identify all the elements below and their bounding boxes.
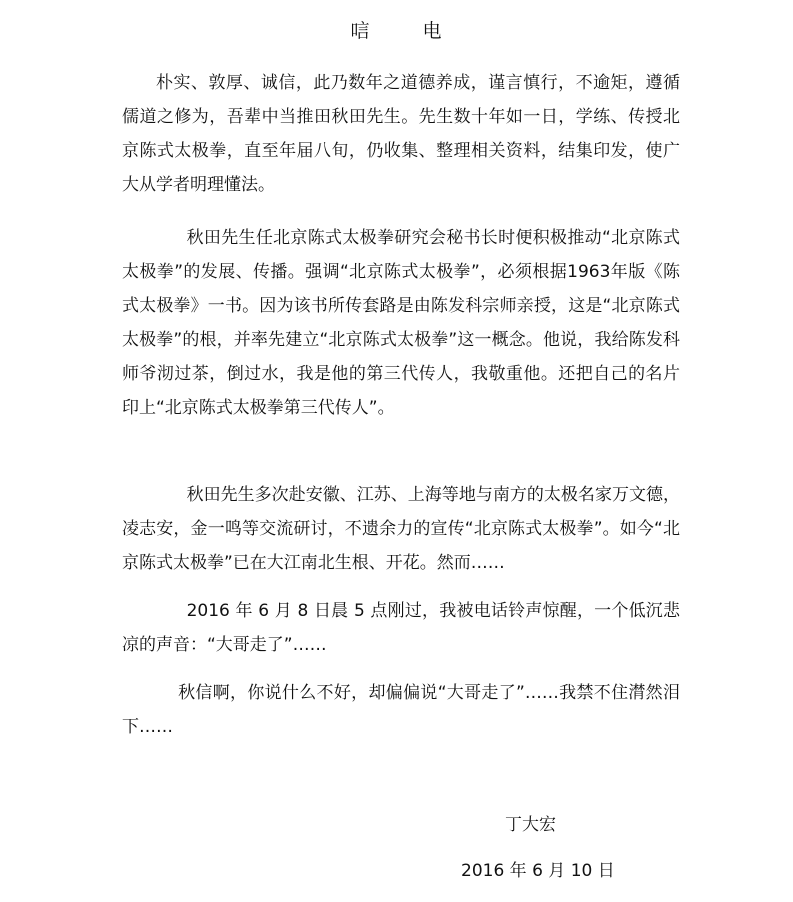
document-title xyxy=(0,16,793,43)
signature-name: 丁大宏 xyxy=(505,815,556,835)
paragraph-5: 秋信啊，你说什么不好，却偏偏说“大哥走了”……我禁不住潸然泪下…… xyxy=(122,683,680,737)
paragraph-3: 秋田先生多次赴安徽、江苏、上海等地与南方的太极名家万文德，凌志安，金一鸣等交流研讨，不遗余力的宣传“北京陈式太极拳”。如今“北京陈式太极拳”已在大江南北生根、开花。然而…… xyxy=(122,485,680,573)
paragraph-4: 2016 年 6 月 8 日晨 5 点刚过，我被电话铃声惊醒，一个低沉悲凉的声音：“大哥走了”…… xyxy=(122,601,680,655)
title-char-1: 唁 xyxy=(350,20,371,42)
signature-date: 2016 年 6 月 10 日 xyxy=(461,861,615,881)
paragraph-2: 秋田先生任北京陈式太极拳研究会秘书长时便积极推动“北京陈式太极拳”的发展、传播。强调“北京陈式太极拳”，必须根据1963年版《陈式太极拳》一书。因为该书所传套路是由陈发科宗师亲授，这是“北京陈式太极拳”的根，并率先建立“北京陈式太极拳”这一概念。他说，我给陈发科师爷沏过茶，倒过水，我是他的第三代传人，我敬重他。还把自己的名片印上“北京陈式太极拳第三代传人”。 xyxy=(122,228,680,418)
paragraph-1: 朴实、敦厚、诚信，此乃数年之道德养成，谨言慎行，不逾矩，遵循儒道之修为，吾辈中当推田秋田先生。先生数十年如一日，学练、传授北京陈式太极拳，直至年届八旬，仍收集、整理相关资料，结集印发，使广大从学者明理懂法。 xyxy=(122,73,680,195)
title-char-2: 电 xyxy=(422,20,443,42)
